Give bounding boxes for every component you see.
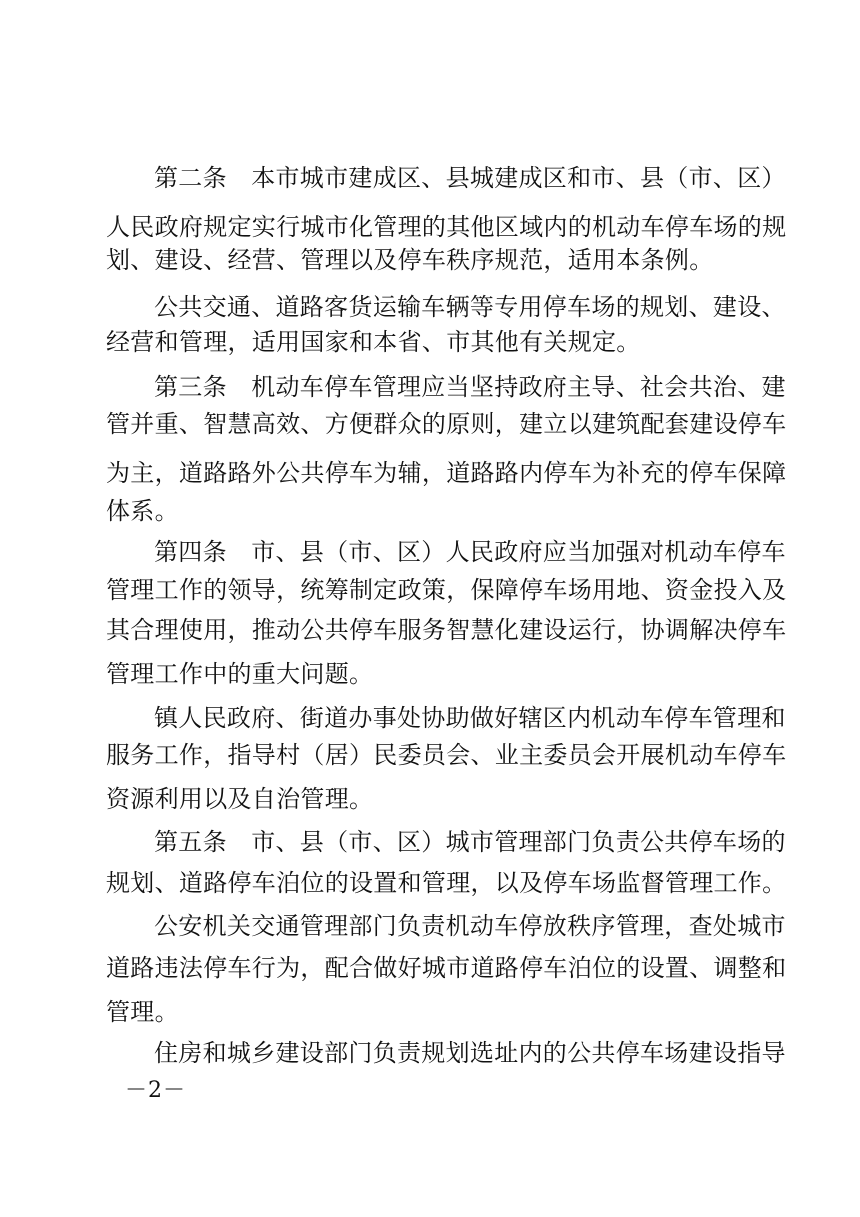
- line-text: 管理。: [106, 998, 179, 1026]
- line-text: 资源利用以及自治管理。: [106, 785, 374, 813]
- line-text: 管并重、智慧高效、方便群众的原则，建立以建筑配套建设停车: [106, 410, 787, 438]
- text-line: [0, 908, 860, 944]
- page-number: －2－: [125, 1078, 186, 1103]
- line-text: 规划、道路停车泊位的设置和管理，以及停车场监督管理工作。: [106, 869, 787, 897]
- line-text: 划、建设、经营、管理以及停车秩序规范，适用本条例。: [106, 246, 714, 274]
- line-text: 第二条 本市城市建成区、县城建成区和市、县（市、区）: [154, 164, 786, 192]
- line-text: 人民政府规定实行城市化管理的其他区域内的机动车停车场的规: [106, 213, 787, 241]
- line-text: 其合理使用，推动公共停车服务智慧化建设运行，协调解决停车: [106, 616, 787, 644]
- text-line: [0, 209, 860, 245]
- line-text: 镇人民政府、街道办事处协助做好辖区内机动车停车管理和: [154, 704, 786, 732]
- line-text: 第三条 机动车停车管理应当坚持政府主导、社会共治、建: [154, 373, 786, 401]
- text-line: [0, 455, 860, 491]
- text-line: [0, 824, 860, 860]
- line-text: 为主，道路路外公共停车为辅，道路路内停车为补充的停车保障: [106, 459, 787, 487]
- text-line: [0, 737, 860, 773]
- text-line: [0, 865, 860, 901]
- line-text: 管理工作的领导，统筹制定政策，保障停车场用地、资金投入及: [106, 576, 787, 604]
- line-text: 服务工作，指导村（居）民委员会、业主委员会开展机动车停车: [106, 741, 787, 769]
- text-line: [0, 656, 860, 692]
- text-line: [0, 493, 860, 529]
- line-text: 经营和管理，适用国家和本省、市其他有关规定。: [106, 328, 641, 356]
- text-line: [0, 612, 860, 648]
- line-text: 管理工作中的重大问题。: [106, 660, 374, 688]
- text-line: [0, 534, 860, 570]
- text-line: [0, 324, 860, 360]
- line-text: 体系。: [106, 497, 179, 525]
- line-text: 公共交通、道路客货运输车辆等专用停车场的规划、建设、: [154, 293, 786, 321]
- line-text: 公安机关交通管理部门负责机动车停放秩序管理，查处城市: [154, 912, 786, 940]
- text-line: [0, 1035, 860, 1071]
- text-line: [0, 781, 860, 817]
- text-line: [0, 950, 860, 986]
- text-line: [0, 994, 860, 1030]
- text-line: [0, 289, 860, 325]
- line-text: 第四条 市、县（市、区）人民政府应当加强对机动车停车: [154, 538, 786, 566]
- line-text: 第五条 市、县（市、区）城市管理部门负责公共停车场的: [154, 828, 786, 856]
- text-line: [0, 406, 860, 442]
- text-line: [0, 369, 860, 405]
- text-line: [0, 242, 860, 278]
- text-line: [0, 572, 860, 608]
- line-text: 道路违法停车行为，配合做好城市道路停车泊位的设置、调整和: [106, 954, 787, 982]
- text-line: [0, 700, 860, 736]
- text-line: [0, 160, 860, 196]
- line-text: 住房和城乡建设部门负责规划选址内的公共停车场建设指导: [154, 1039, 786, 1067]
